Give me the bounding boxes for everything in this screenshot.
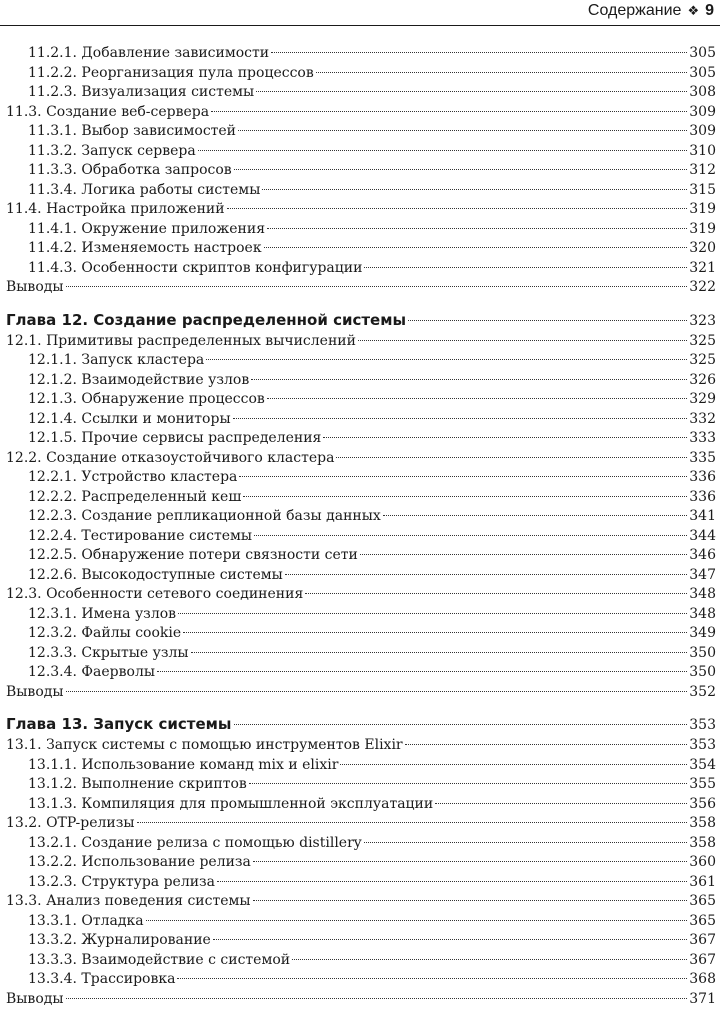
toc-entry-title: 12.3.3. Скрытые узлы: [28, 644, 189, 664]
toc-entry-page: 325: [689, 351, 716, 371]
dot-leader: [256, 91, 687, 92]
toc-entry-title: 13.3.1. Отладка: [28, 912, 144, 932]
toc-entry-title: 12.2.2. Распределенный кеш: [28, 488, 241, 508]
toc-entry-title: 11.3.1. Выбор зависимостей: [28, 122, 236, 142]
toc-entry-page: 358: [689, 834, 716, 854]
toc-entry-title: 12.3. Особенности сетевого соединения: [6, 585, 303, 605]
dot-leader: [305, 593, 687, 594]
toc-entry[interactable]: [0, 371, 716, 391]
toc-entry-title: 12.1.3. Обнаружение процессов: [28, 390, 265, 410]
toc-entry-page: 354: [689, 756, 716, 776]
toc-entry[interactable]: [0, 795, 716, 815]
toc-entry-title: 11.4.3. Особенности скриптов конфигурации: [28, 259, 362, 279]
dot-leader: [227, 208, 688, 209]
toc-entry[interactable]: [0, 220, 716, 240]
dot-leader: [340, 764, 687, 765]
dot-leader: [364, 267, 687, 268]
dot-leader: [267, 398, 687, 399]
toc-entry-page: 365: [689, 892, 716, 912]
toc-entry-page: 368: [689, 970, 716, 990]
dot-leader: [157, 671, 687, 672]
toc-entry[interactable]: [0, 585, 716, 605]
toc-entry[interactable]: [0, 332, 716, 352]
toc-entry[interactable]: [0, 663, 716, 683]
toc-entry-page: 349: [689, 624, 716, 644]
toc-entry-page: 319: [689, 220, 716, 240]
dot-leader: [66, 286, 688, 287]
toc-entry-page: 326: [689, 371, 716, 391]
toc-entry-title: 11.3.2. Запуск сервера: [28, 142, 196, 162]
dot-leader: [234, 169, 688, 170]
toc-entry-title: 12.2.4. Тестирование системы: [28, 527, 252, 547]
toc-entry-title: 12.2. Создание отказоустойчивого кластера: [6, 449, 334, 469]
dot-leader: [198, 150, 688, 151]
toc-entry[interactable]: [0, 931, 716, 951]
toc-entry[interactable]: [0, 814, 716, 834]
toc-entry-title: Выводы: [6, 683, 64, 703]
toc-entry[interactable]: [0, 605, 716, 625]
toc-entry-title: 12.3.1. Имена узлов: [28, 605, 176, 625]
dot-leader: [292, 959, 687, 960]
toc-entry[interactable]: [0, 278, 716, 298]
dot-leader: [253, 900, 688, 901]
toc-entry-page: 320: [689, 239, 716, 259]
toc-entry[interactable]: [0, 951, 716, 971]
toc-entry-title: 13.3.2. Журналирование: [28, 931, 211, 951]
toc-entry[interactable]: [0, 239, 716, 259]
dot-leader: [239, 476, 687, 477]
dot-leader: [285, 574, 687, 575]
toc-entry-page: 310: [689, 142, 716, 162]
toc-entry-page: 312: [689, 161, 716, 181]
toc-entry-page: 360: [689, 853, 716, 873]
toc-entry-title: 13.2.1. Создание релиза с помощью distillery: [28, 834, 362, 854]
toc-entry[interactable]: [0, 83, 716, 103]
toc-entry-page: 353: [689, 736, 716, 756]
toc-entry-page: 321: [689, 259, 716, 279]
toc-entry-title: 11.3. Создание веб-сервера: [6, 103, 209, 123]
toc-entry[interactable]: [0, 873, 716, 893]
toc-entry-page: 309: [689, 122, 716, 142]
toc-entry-title: 11.4.1. Окружение приложения: [28, 220, 265, 240]
dot-leader: [238, 130, 687, 131]
toc-entry-page: 335: [689, 449, 716, 469]
dot-leader: [191, 652, 688, 653]
table-of-contents: [0, 44, 716, 1009]
dot-leader: [233, 418, 688, 419]
toc-entry[interactable]: [0, 775, 716, 795]
toc-entry-title: 12.1.5. Прочие сервисы распределения: [28, 429, 321, 449]
page-number: 9: [705, 2, 714, 20]
toc-entry-title: 13.3. Анализ поведения системы: [6, 892, 251, 912]
dot-leader: [271, 52, 687, 53]
toc-entry-title: Глава 13. Запуск системы: [6, 713, 232, 736]
toc-entry-title: 11.2.2. Реорганизация пула процессов: [28, 64, 314, 84]
toc-entry[interactable]: [0, 161, 716, 181]
dot-leader: [177, 978, 687, 979]
toc-entry[interactable]: [0, 200, 716, 220]
toc-entry-title: 13.3.3. Взаимодействие с системой: [28, 951, 290, 971]
toc-entry[interactable]: [0, 853, 716, 873]
toc-entry[interactable]: [0, 736, 716, 756]
toc-entry-title: 12.2.6. Высокодоступные системы: [28, 566, 283, 586]
dot-leader: [316, 72, 688, 73]
toc-entry-title: 12.1.2. Взаимодействие узлов: [28, 371, 249, 391]
toc-entry-page: 348: [689, 585, 716, 605]
toc-entry-page: 347: [689, 566, 716, 586]
toc-chapter-entry[interactable]: [0, 713, 716, 736]
toc-entry-page: 322: [689, 278, 716, 298]
toc-entry-page: 355: [689, 775, 716, 795]
toc-entry[interactable]: [0, 912, 716, 932]
toc-entry-page: 325: [689, 332, 716, 352]
toc-entry[interactable]: [0, 259, 716, 279]
toc-entry-page: 367: [689, 951, 716, 971]
dot-leader: [183, 632, 687, 633]
toc-entry-title: 13.1.3. Компиляция для промышленной эксплуатации: [28, 795, 433, 815]
toc-entry-page: 350: [689, 663, 716, 683]
toc-entry-title: 13.2.3. Структура релиза: [28, 873, 215, 893]
toc-entry[interactable]: [0, 892, 716, 912]
dot-leader: [364, 842, 688, 843]
toc-entry-title: 13.2. OTP-релизы: [6, 814, 135, 834]
toc-entry-page: 346: [689, 546, 716, 566]
dot-leader: [360, 554, 687, 555]
toc-entry-title: 12.3.4. Фаерволы: [28, 663, 155, 683]
dot-leader: [217, 881, 687, 882]
toc-entry[interactable]: [0, 351, 716, 371]
toc-entry-title: 11.3.3. Обработка запросов: [28, 161, 232, 181]
toc-entry-title: Глава 12. Создание распределенной системы: [6, 309, 406, 332]
toc-entry-page: 315: [689, 181, 716, 201]
toc-entry-title: 12.3.2. Файлы cookie: [28, 624, 181, 644]
dot-leader: [243, 496, 687, 497]
toc-entry[interactable]: [0, 756, 716, 776]
running-header: [0, 0, 720, 26]
dot-leader: [254, 535, 687, 536]
toc-entry-title: 12.2.1. Устройство кластера: [28, 468, 237, 488]
toc-entry[interactable]: [0, 103, 716, 123]
dot-leader: [264, 247, 688, 248]
toc-entry-title: Выводы: [6, 278, 64, 298]
toc-entry[interactable]: [0, 624, 716, 644]
toc-entry-title: 11.2.3. Визуализация системы: [28, 83, 254, 103]
toc-entry-page: 358: [689, 814, 716, 834]
dot-leader: [66, 998, 688, 999]
header-group: [588, 2, 714, 20]
toc-entry[interactable]: [0, 970, 716, 990]
toc-entry[interactable]: [0, 410, 716, 430]
dot-leader: [383, 515, 687, 516]
toc-entry[interactable]: [0, 181, 716, 201]
toc-entry-title: 12.1.4. Ссылки и мониторы: [28, 410, 231, 430]
toc-entry-page: 348: [689, 605, 716, 625]
toc-entry[interactable]: [0, 122, 716, 142]
toc-entry-title: 12.1.1. Запуск кластера: [28, 351, 204, 371]
toc-entry[interactable]: [0, 566, 716, 586]
toc-entry[interactable]: [0, 449, 716, 469]
dot-leader: [408, 320, 687, 321]
toc-entry[interactable]: [0, 468, 716, 488]
dot-leader: [213, 939, 687, 940]
dot-leader: [267, 228, 687, 229]
toc-entry-page: 361: [689, 873, 716, 893]
ornament-icon: ❖: [687, 3, 699, 19]
dot-leader: [234, 724, 688, 725]
toc-entry[interactable]: [0, 527, 716, 547]
toc-entry-title: Выводы: [6, 990, 64, 1009]
dot-leader: [66, 691, 688, 692]
toc-entry-title: 12.2.5. Обнаружение потери связности сети: [28, 546, 358, 566]
toc-entry-page: 333: [689, 429, 716, 449]
dot-leader: [211, 111, 687, 112]
dot-leader: [178, 613, 687, 614]
toc-entry-title: 11.4. Настройка приложений: [6, 200, 225, 220]
dot-leader: [336, 457, 687, 458]
toc-entry[interactable]: [0, 429, 716, 449]
toc-entry-title: 13.1.1. Использование команд mix и elixir: [28, 756, 338, 776]
toc-entry-page: 309: [689, 103, 716, 123]
toc-entry-title: 11.4.2. Изменяемость настроек: [28, 239, 262, 259]
toc-entry-page: 323: [689, 310, 716, 332]
toc-entry-title: 12.1. Примитивы распределенных вычислений: [6, 332, 356, 352]
toc-entry-page: 336: [689, 468, 716, 488]
toc-entry-title: 11.2.1. Добавление зависимости: [28, 44, 269, 64]
header-section-title: Содержание: [588, 2, 682, 20]
toc-entry[interactable]: [0, 683, 716, 703]
dot-leader: [358, 340, 687, 341]
dot-leader: [251, 379, 687, 380]
dot-leader: [262, 189, 687, 190]
toc-entry-page: 305: [689, 64, 716, 84]
toc-entry-page: 353: [689, 714, 716, 736]
toc-entry-title: 13.1. Запуск системы с помощью инструментов Elixir: [6, 736, 403, 756]
toc-entry-page: 356: [689, 795, 716, 815]
toc-entry-page: 332: [689, 410, 716, 430]
dot-leader: [435, 803, 687, 804]
dot-leader: [249, 783, 687, 784]
toc-entry-title: 13.2.2. Использование релиза: [28, 853, 251, 873]
toc-entry[interactable]: [0, 390, 716, 410]
toc-entry[interactable]: [0, 644, 716, 664]
toc-entry[interactable]: [0, 142, 716, 162]
toc-entry[interactable]: [0, 834, 716, 854]
toc-entry[interactable]: [0, 64, 716, 84]
toc-entry-title: 12.2.3. Создание репликационной базы данных: [28, 507, 381, 527]
dot-leader: [137, 822, 688, 823]
toc-entry[interactable]: [0, 546, 716, 566]
toc-entry[interactable]: [0, 507, 716, 527]
toc-entry-page: 350: [689, 644, 716, 664]
toc-entry-page: 344: [689, 527, 716, 547]
toc-entry[interactable]: [0, 44, 716, 64]
toc-entry-page: 352: [689, 683, 716, 703]
toc-entry-page: 329: [689, 390, 716, 410]
toc-entry[interactable]: [0, 990, 716, 1009]
toc-entry-title: 11.3.4. Логика работы системы: [28, 181, 260, 201]
dot-leader: [206, 359, 687, 360]
dot-leader: [323, 437, 687, 438]
toc-entry-page: 367: [689, 931, 716, 951]
toc-chapter-entry[interactable]: [0, 309, 716, 332]
toc-entry-page: 319: [689, 200, 716, 220]
toc-entry-page: 308: [689, 83, 716, 103]
toc-entry-page: 371: [689, 990, 716, 1009]
dot-leader: [405, 744, 688, 745]
dot-leader: [146, 920, 688, 921]
toc-entry-title: 13.3.4. Трассировка: [28, 970, 175, 990]
dot-leader: [253, 861, 687, 862]
toc-entry-page: 305: [689, 44, 716, 64]
toc-entry-title: 13.1.2. Выполнение скриптов: [28, 775, 247, 795]
toc-entry-page: 336: [689, 488, 716, 508]
toc-entry-page: 365: [689, 912, 716, 932]
toc-entry[interactable]: [0, 488, 716, 508]
toc-entry-page: 341: [689, 507, 716, 527]
